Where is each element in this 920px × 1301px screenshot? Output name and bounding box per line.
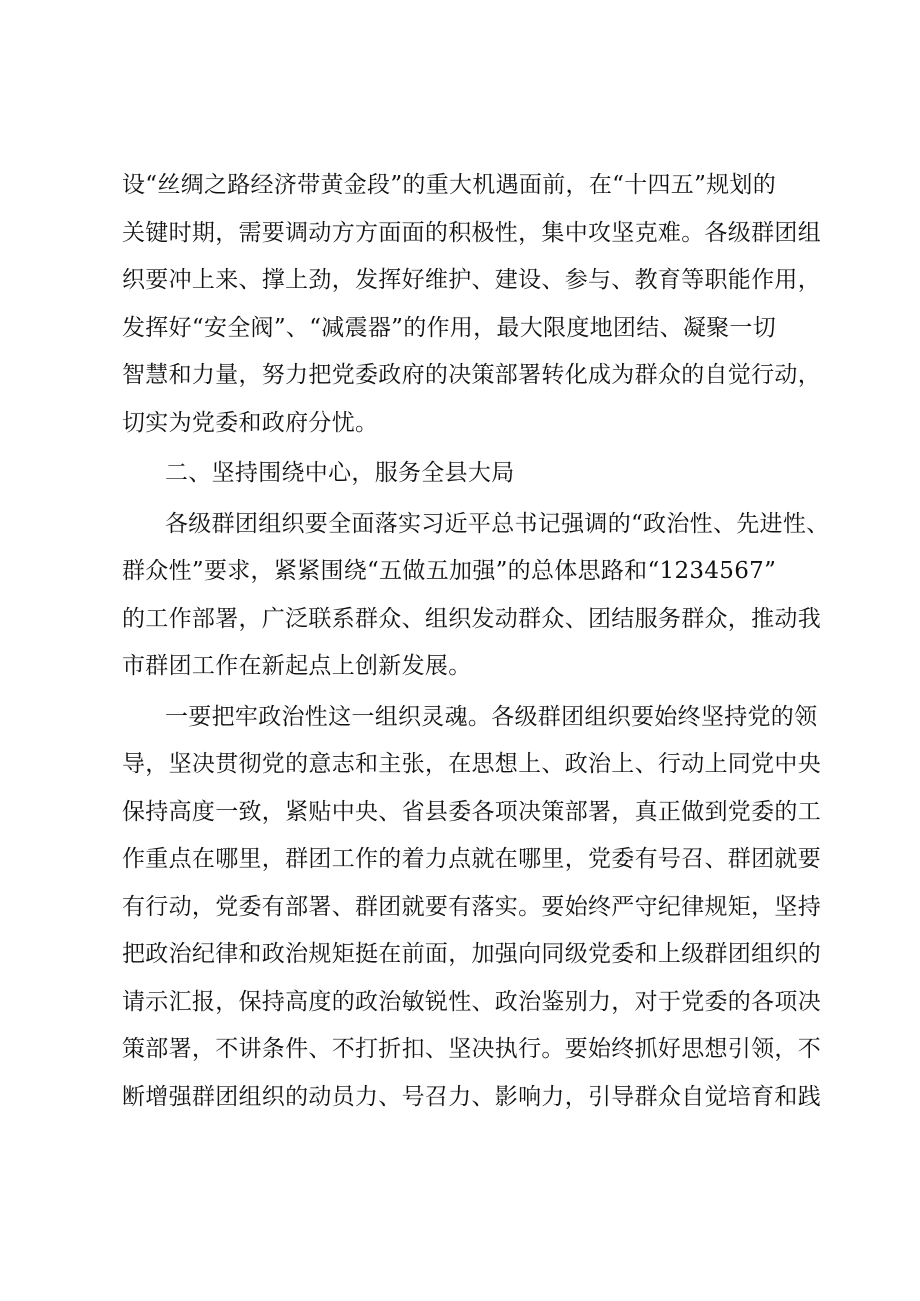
text-line: 导，坚决贯彻党的意志和主张，在思想上、政治上、行动上同党中央 — [122, 751, 821, 777]
text-line: 保持高度一致，紧贴中央、省县委各项决策部署，真正做到党委的工 — [122, 798, 821, 825]
text-line: 把政治纪律和政治规矩挺在前面，加强向同级党委和上级群团组织的 — [122, 941, 821, 967]
text-line: 策部署，不讲条件、不打折扣、坚决执行。要始终抓好思想引领，不 — [122, 1036, 821, 1062]
text-line: 发挥好“安全阀”、“减震器”的作用，最大限度地团结、凝聚一切 — [122, 314, 777, 341]
text-line: 作重点在哪里，群团工作的着力点就在哪里，党委有号召、群团就要 — [122, 846, 821, 872]
text-line: 各级群团组织要全面落实习近平总书记强调的“政治性、先进性、 — [165, 510, 830, 537]
text-line: 的工作部署，广泛联系群众、组织发动群众、团结服务群众，推动我 — [122, 605, 821, 632]
text-line: 关键时期，需要调动方方面面的积极性，集中攻坚克难。各级群团组 — [122, 219, 821, 246]
text-line: 设“丝绸之路经济带黄金段”的重大机遇面前，在“十四五”规划的 — [122, 172, 777, 198]
heading-text: 二、坚持围绕中心，服务全县大局 — [165, 460, 515, 486]
text-line: 切实为党委和政府分忧。 — [122, 409, 379, 436]
paragraph-continuation — [122, 162, 821, 447]
paragraph-requirements — [122, 501, 830, 691]
text-line: 有行动，党委有部署、群团就要有落实。要始终严守纪律规矩，坚持 — [122, 893, 821, 920]
paragraph-political — [122, 694, 821, 1122]
text-line: 群众性”要求，紧紧围绕“五做五加强”的总体思路和“1234567” — [122, 558, 777, 584]
text-line: 断增强群团组织的动员力、号召力、影响力，引导群众自觉培育和践 — [122, 1083, 821, 1110]
text-line: 一要把牢政治性这一组织灵魂。各级群团组织要始终坚持党的领 — [165, 703, 818, 730]
section-heading — [122, 450, 802, 498]
text-line: 智慧和力量，努力把党委政府的决策部署转化成为群众的自觉行动， — [122, 362, 821, 388]
text-line: 市群团工作在新起点上创新发展。 — [122, 653, 472, 679]
text-line: 请示汇报，保持高度的政治敏锐性、政治鉴别力，对于党委的各项决 — [122, 988, 821, 1015]
text-line: 织要冲上来、撑上劲，发挥好维护、建设、参与、教育等职能作用， — [122, 267, 821, 293]
document-body — [122, 162, 830, 1121]
